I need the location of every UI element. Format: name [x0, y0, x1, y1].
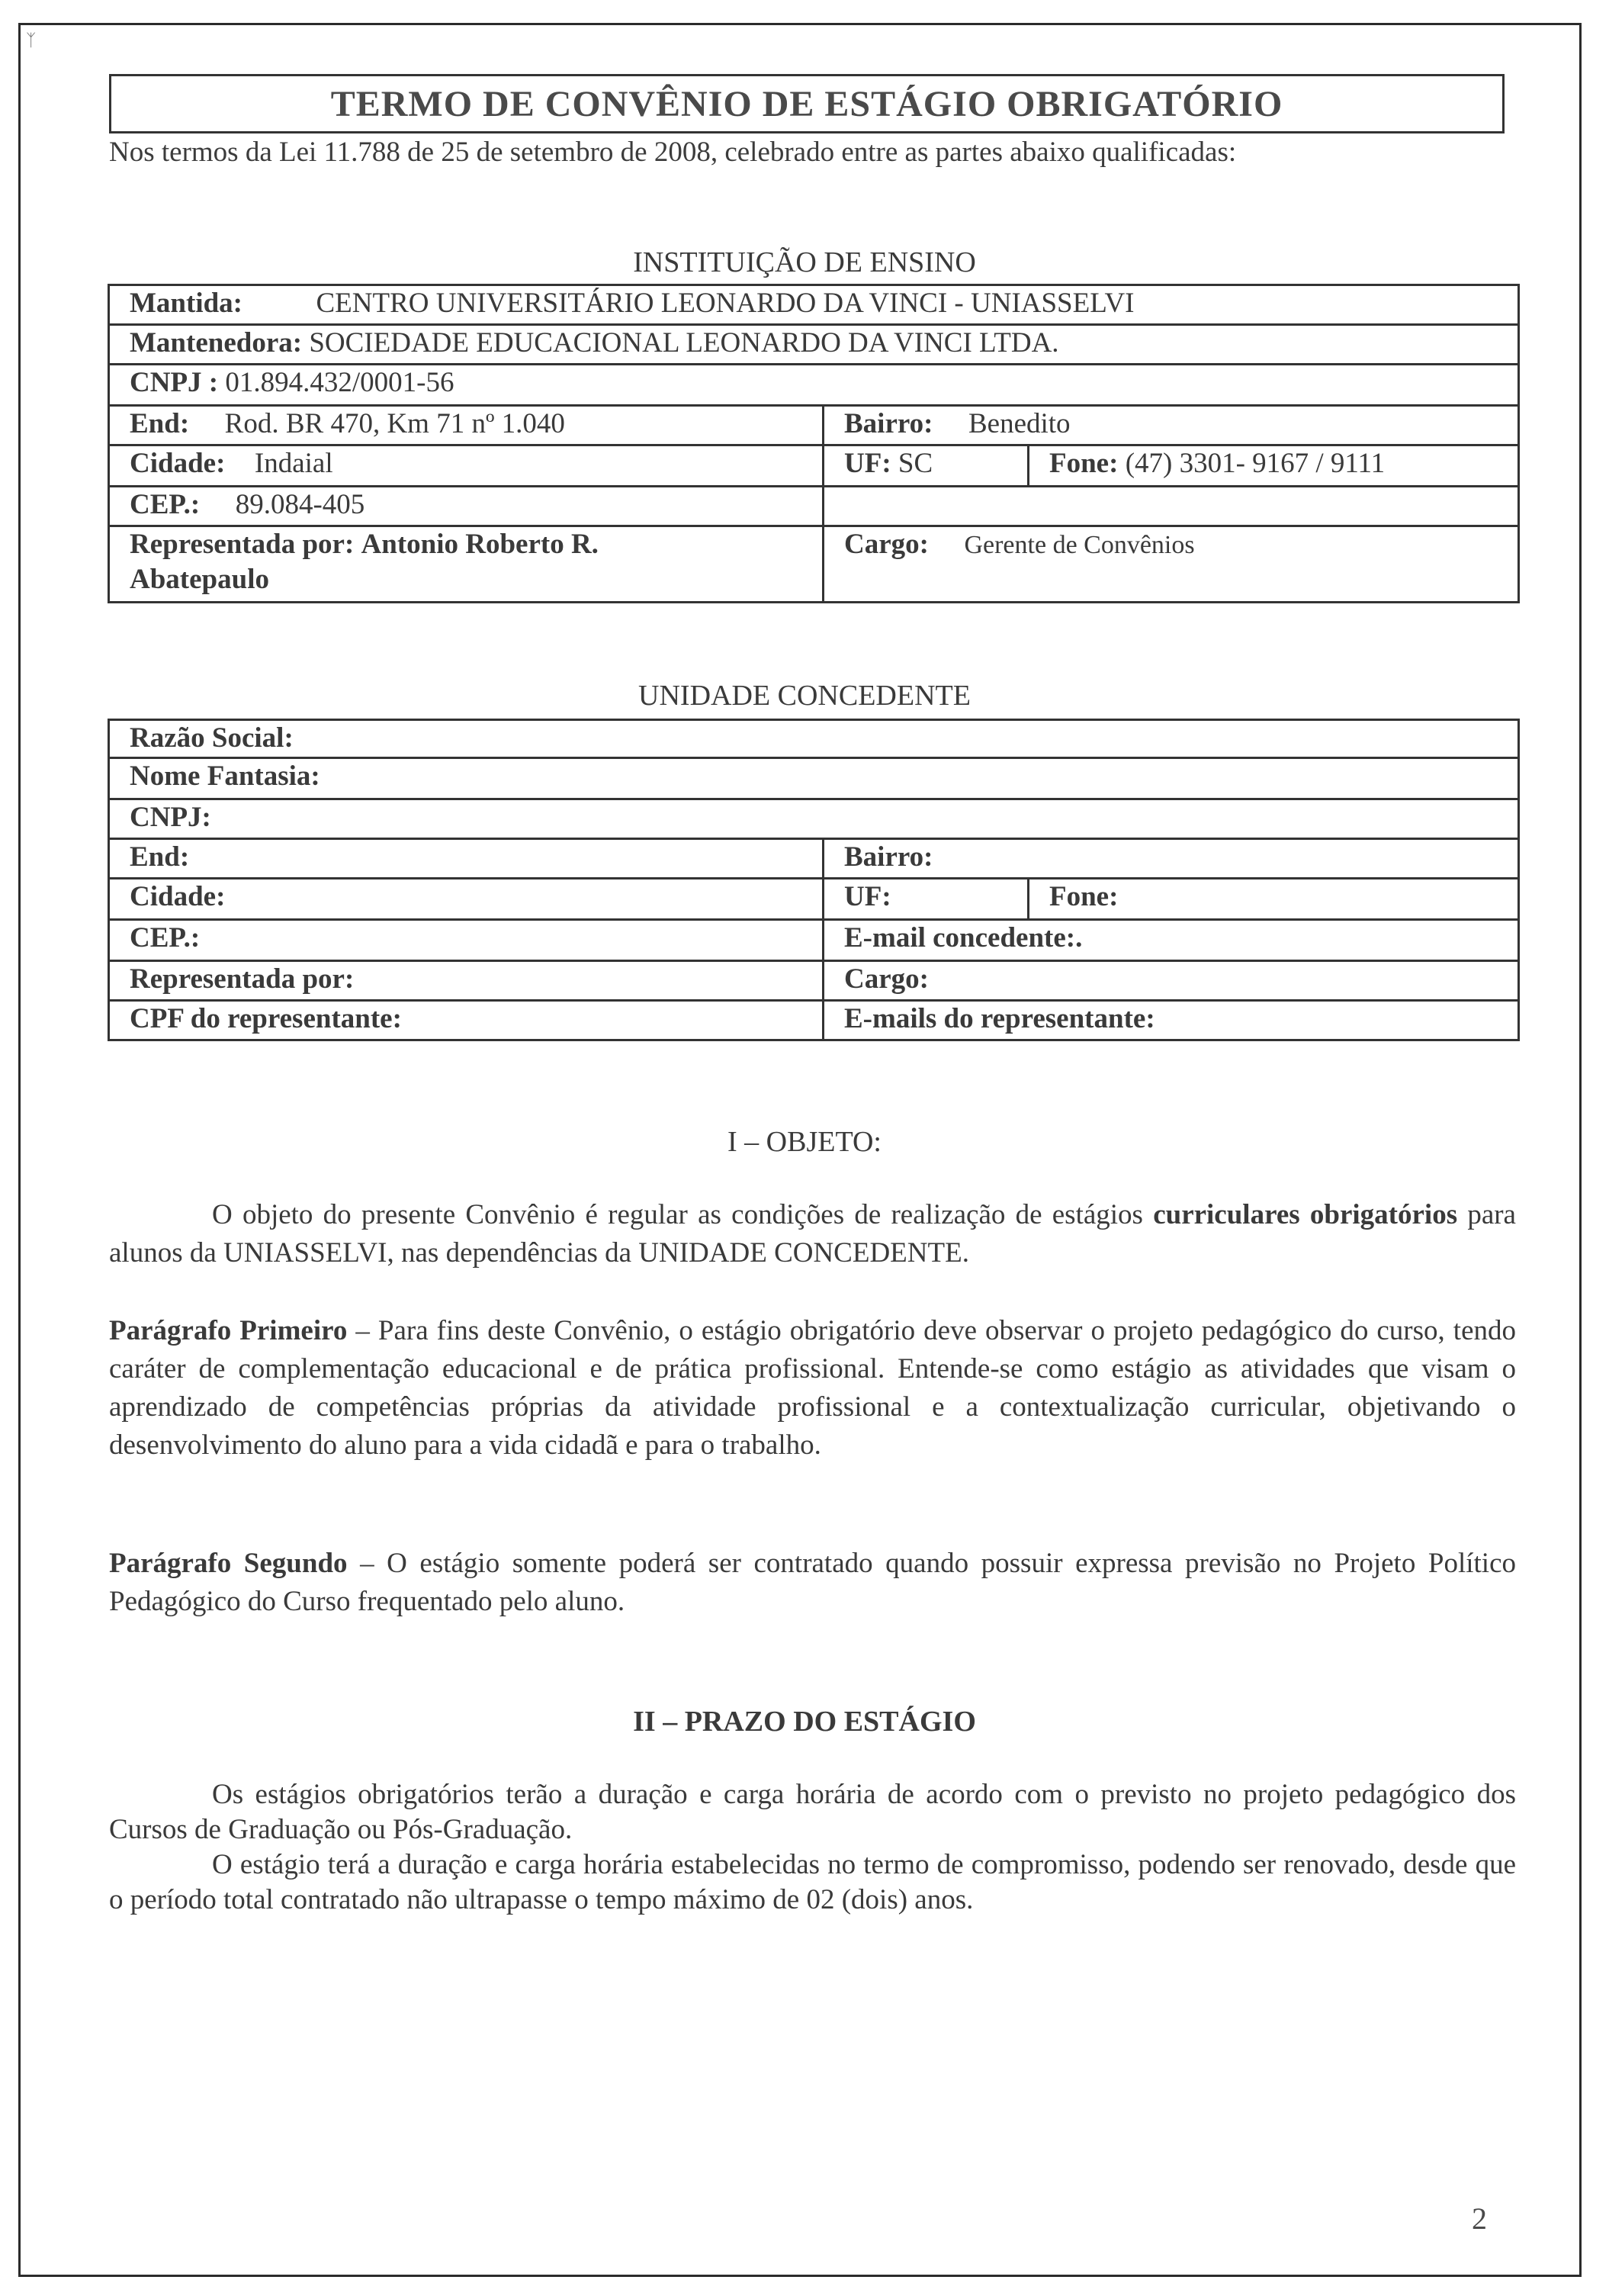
paragrafo-segundo-text: – O estágio somente poderá ser contratado quando possuir expressa previsão no Projeto Político Pedagógico do Curso frequentado pelo aluno. [109, 1548, 1516, 1617]
cpf-representante-label: CPF do representante: [130, 1003, 402, 1034]
concedente-table [108, 719, 1520, 1041]
mantida-label: Mantida: [130, 288, 242, 319]
cidade-label: Cidade: [130, 448, 226, 479]
page-number: 2 [1472, 2201, 1487, 2236]
table-row [109, 799, 1519, 839]
table-row [109, 920, 1519, 961]
paragrafo-primeiro-label: Parágrafo Primeiro [109, 1315, 348, 1346]
instituicao-table [108, 284, 1520, 603]
cep-value: 89.084-405 [235, 489, 365, 520]
mantenedora-value: SOCIEDADE EDUCACIONAL LEONARDO DA VINCI LTDA. [309, 327, 1059, 359]
uf-label: UF: [844, 881, 891, 912]
objeto-text-cont: para alunos da UNIASSELVI, nas dependências da UNIDADE CONCEDENTE. [109, 1199, 1516, 1269]
prazo-paragraph-1 [109, 1777, 1516, 1847]
paragrafo-segundo [109, 1545, 1516, 1621]
objeto-heading: I – OBJETO: [727, 1126, 882, 1158]
uf-value: SC [898, 448, 933, 479]
title-box [109, 74, 1505, 133]
paragrafo-primeiro-text: – Para fins deste Convênio, o estágio obrigatório deve observar o projeto pedagógico do curso, tendo caráter de complementação educacional e de prática profissional. Entende-se como estágio as atividades que visam o aprendizado de competências próprias da atividade profissional e a contextualização curricular, objetivando o desenvolvimento do aluno para a vida cidadã e para o trabalho. [109, 1315, 1516, 1461]
representada-value: Antonio Roberto R. [361, 529, 599, 560]
razao-social-label: Razão Social: [130, 722, 294, 754]
table-row [109, 406, 1519, 445]
table-row [109, 487, 1519, 526]
fone-value: (47) 3301- 9167 / 9111 [1125, 448, 1386, 479]
table-row [109, 839, 1519, 879]
nome-fantasia-label: Nome Fantasia: [130, 761, 320, 792]
email-concedente-label: E-mail concedente:. [844, 922, 1083, 953]
table-row [109, 758, 1519, 799]
concedente-heading: UNIDADE CONCEDENTE [638, 680, 971, 712]
objeto-text: O objeto do presente Convênio é regular as condições de realização de estágios [212, 1199, 1154, 1230]
end-value: Rod. BR 470, Km 71 nº 1.040 [224, 408, 565, 439]
fone-label: Fone: [1049, 881, 1119, 912]
cidade-value: Indaial [254, 448, 333, 479]
mantenedora-label: Mantenedora: [130, 327, 303, 359]
uf-label: UF: [844, 448, 891, 479]
table-row [109, 445, 1519, 487]
cep-label: CEP.: [130, 489, 201, 520]
prazo-text-2: O estágio terá a duração e carga horária estabelecidas no termo de compromisso, podendo ser renovado, desde que o período total contratado não ultrapasse o tempo máximo de 02 (dois) anos. [109, 1849, 1516, 1915]
representada-label: Representada por: [130, 529, 355, 560]
table-row [109, 285, 1519, 325]
table-row [109, 961, 1519, 1001]
cnpj-label: CNPJ: [130, 802, 211, 833]
paragrafo-primeiro [109, 1312, 1516, 1465]
table-row [109, 365, 1519, 406]
cargo-value: Gerente de Convênios [964, 531, 1195, 559]
representada-value-cont: Abatepaulo [130, 564, 269, 595]
bairro-value: Benedito [968, 408, 1071, 439]
table-row [109, 720, 1519, 758]
bairro-label: Bairro: [844, 841, 933, 873]
table-row [109, 1001, 1519, 1040]
cnpj-label: CNPJ : [130, 367, 219, 398]
instituicao-heading: INSTITUIÇÃO DE ENSINO [633, 246, 976, 278]
table-row [109, 526, 1519, 603]
mantida-value: CENTRO UNIVERSITÁRIO LEONARDO DA VINCI - UNIASSELVI [316, 288, 1135, 319]
cnpj-value: 01.894.432/0001-56 [225, 367, 454, 398]
prazo-text-1: Os estágios obrigatórios terão a duração e carga horária de acordo com o previsto no projeto pedagógico dos Cursos de Graduação ou Pós-Graduação. [109, 1779, 1516, 1845]
table-row [109, 325, 1519, 365]
table-row [109, 879, 1519, 920]
bairro-label: Bairro: [844, 408, 933, 439]
cidade-label: Cidade: [130, 881, 226, 912]
document-title: TERMO DE CONVÊNIO DE ESTÁGIO OBRIGATÓRIO [330, 83, 1283, 124]
scan-mark: ᛉ [26, 31, 37, 50]
objeto-paragraph [109, 1196, 1516, 1272]
prazo-heading: II – PRAZO DO ESTÁGIO [633, 1706, 976, 1738]
end-label: End: [130, 408, 190, 439]
cargo-label: Cargo: [844, 529, 929, 560]
emails-representante-label: E-mails do representante: [844, 1003, 1155, 1034]
objeto-text-bold: curriculares obrigatórios [1153, 1199, 1458, 1230]
representada-label: Representada por: [130, 963, 355, 995]
paragrafo-segundo-label: Parágrafo Segundo [109, 1548, 348, 1579]
document-subtitle: Nos termos da Lei 11.788 de 25 de setembro de 2008, celebrado entre as partes abaixo qualificadas: [109, 137, 1237, 168]
cargo-label: Cargo: [844, 963, 929, 995]
fone-label: Fone: [1049, 448, 1119, 479]
end-label: End: [130, 841, 190, 873]
cep-label: CEP.: [130, 922, 201, 953]
prazo-paragraph-2 [109, 1847, 1516, 1918]
